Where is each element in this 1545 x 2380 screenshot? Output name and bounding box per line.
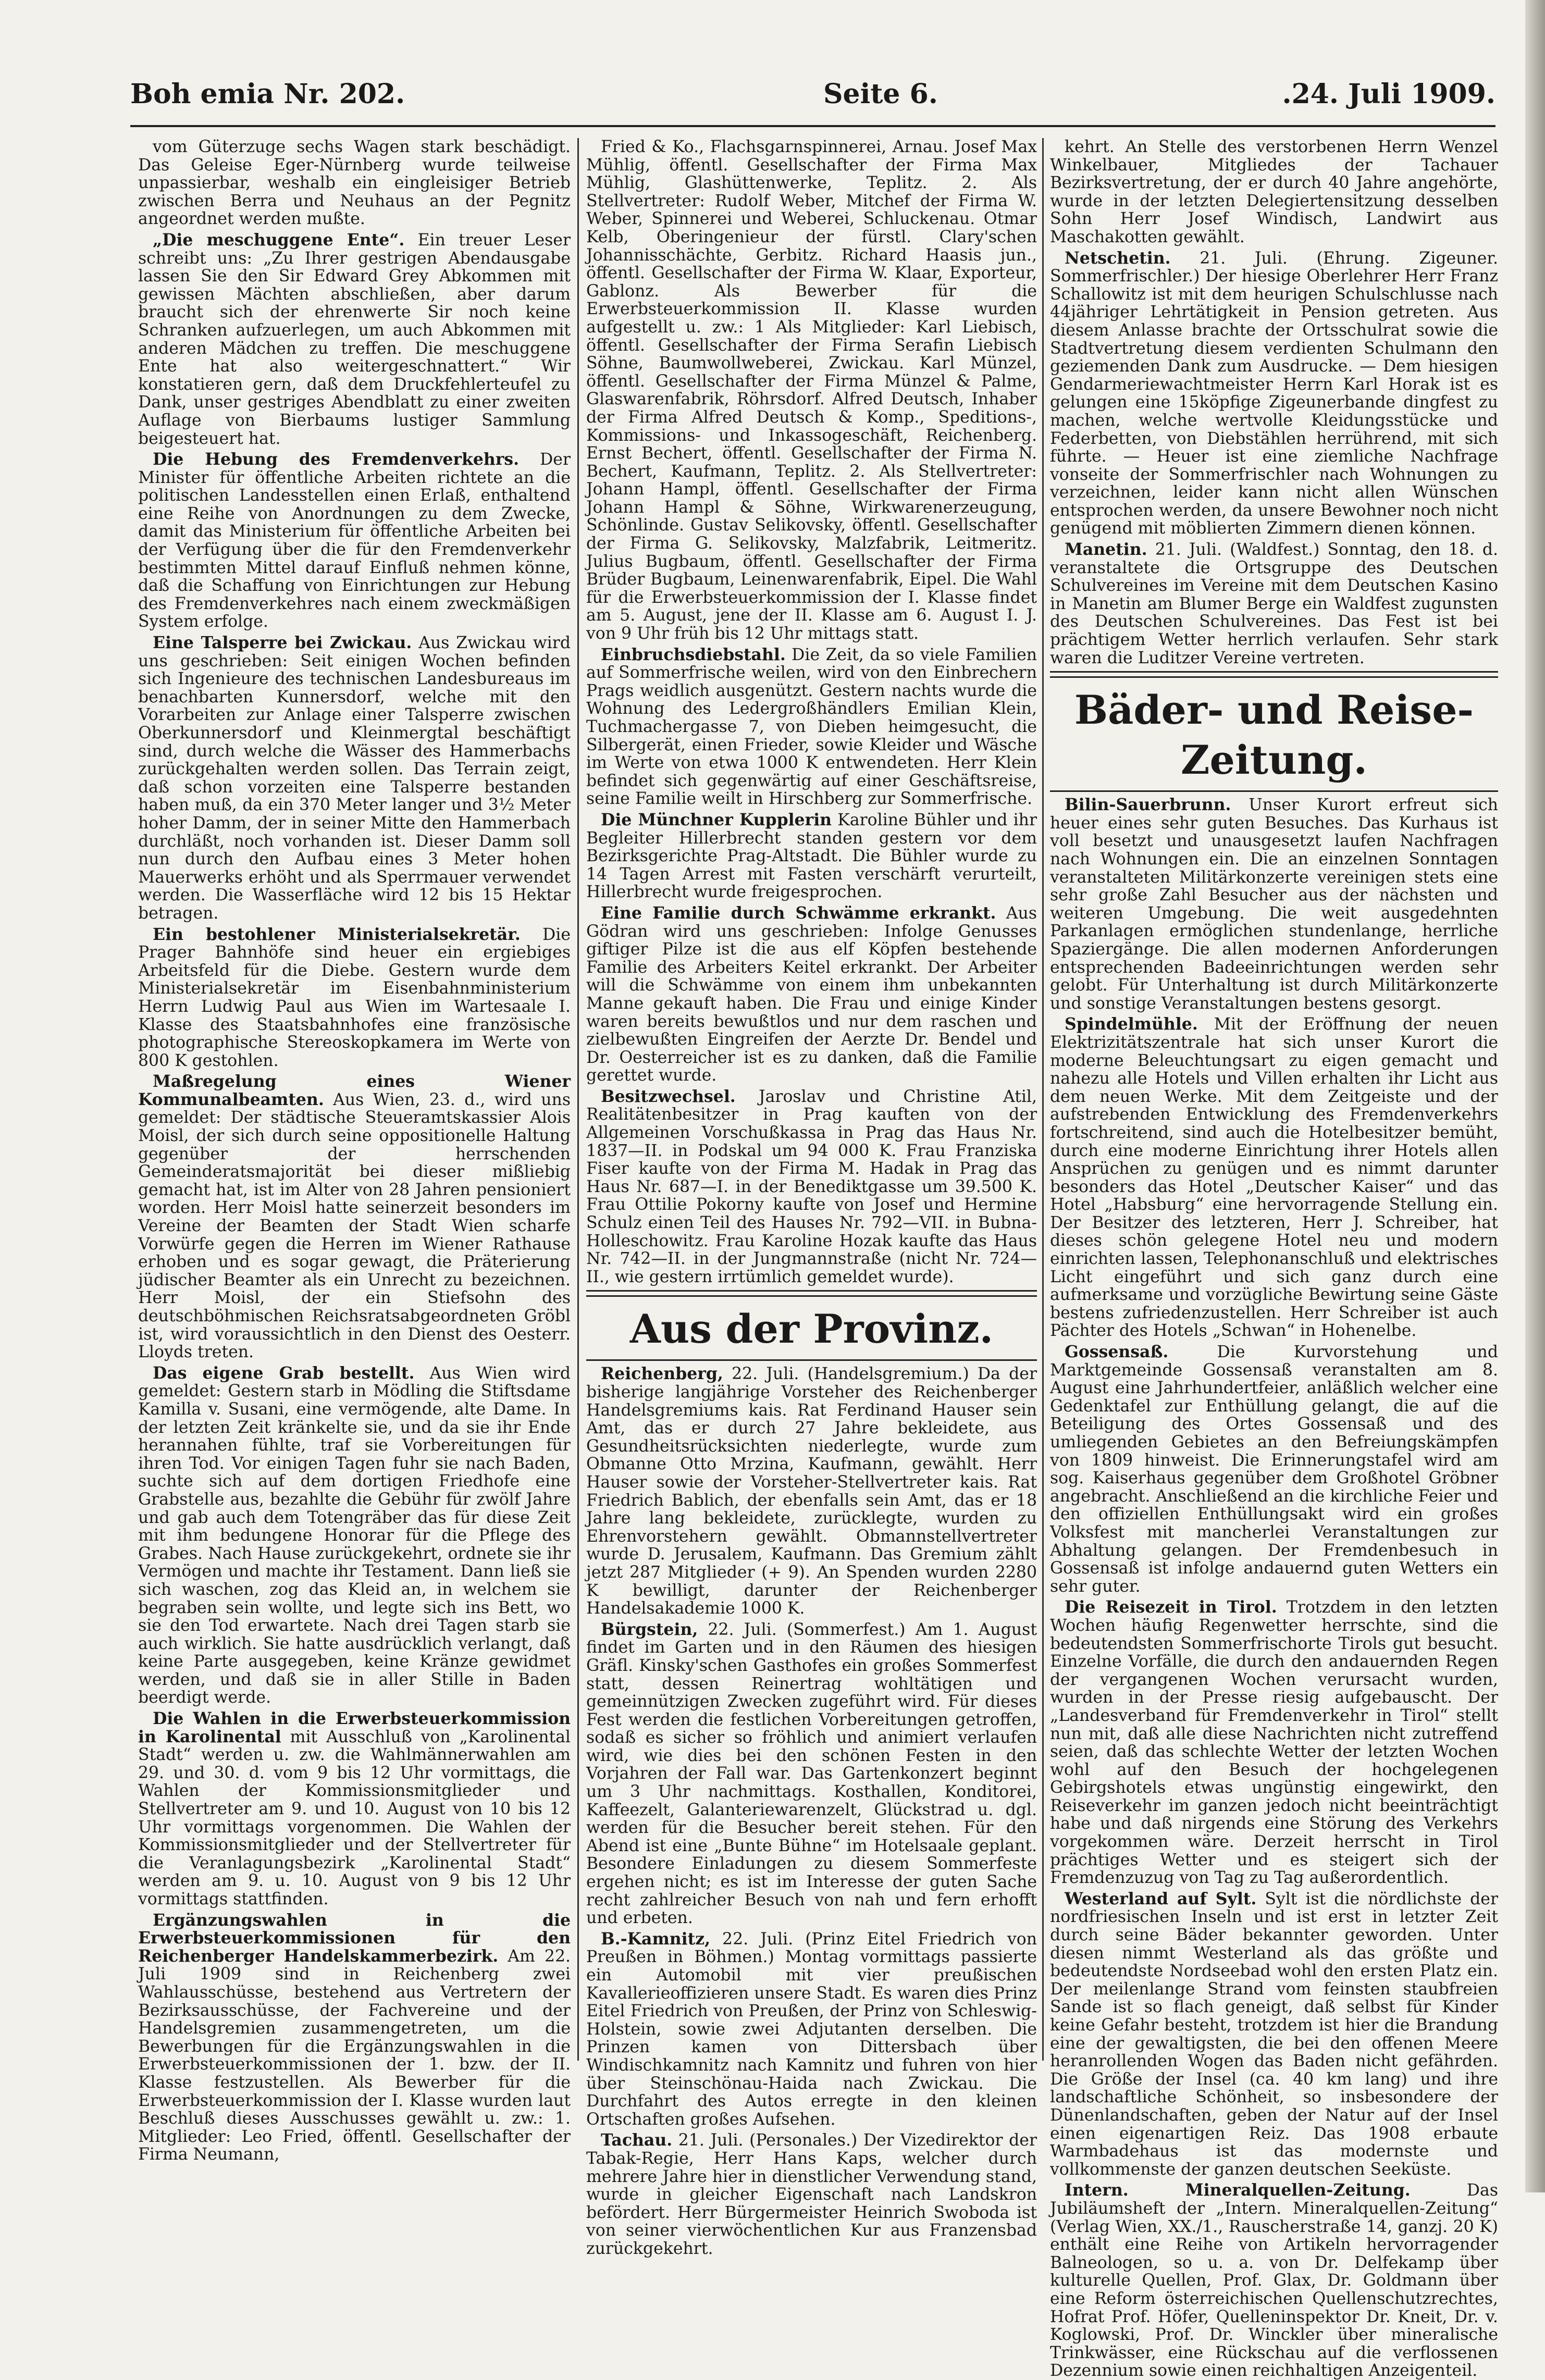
article-text: kehrt. An Stelle des verstorbenen Herrn Wenzel Winkelbauer, Mitgliedes der Tachauer Bezirksvertretung, der er durch 40 Jahre angehörte, wurde in der letzten Delegiertensitzung desselben Sohn Herr Josef Windisch, Landwirt aus Maschakotten gewählt. bbox=[1050, 138, 1498, 246]
column-1 bbox=[138, 138, 571, 2164]
article-text: Aus Wien wird gemeldet: Gestern starb in Mödling die Stiftsdame Kamilla v. Susani, eine vermögende, alte Dame. In der letzten Zeit kränkelte sie, und da sie ihr Ende herannahen fühlte, traf sie Vorbereitungen für ihren Tod. Vor einigen Tagen fuhr sie nach Baden, suchte sich auf dem dortigen Friedhofe eine Grabstelle aus, bezahlte die Gebühr für zwölf Jahre und gab auch dem Totengräber das für diese Zeit mit ihm bedungene Honorar für die Pflege des Grabes. Nach Hause zurückgekehrt, ordnete sie ihr Vermögen und machte ihr Testament. Dann ließ sie sich waschen, zog das Kleid an, in welchem sie begraben sein wollte, und legte sich ins Bett, wo sie den Tod erwartete. Nach drei Tagen starb sie auch wirklich. Sie hatte ausdrücklich verlangt, daß keine Parte ausgegeben, keine Kränze gewidmet werden, und daß sie in aller Stille in Baden beerdigt werde. bbox=[138, 1363, 571, 1707]
article-headline: Bürgstein, bbox=[601, 1619, 698, 1639]
page-edge-shadow bbox=[1525, 0, 1545, 2192]
article-paragraph bbox=[138, 926, 571, 1070]
column-2-province-articles bbox=[586, 1365, 1037, 2258]
article-headline: „Die meschuggene Ente“. bbox=[153, 230, 405, 250]
article-paragraph bbox=[138, 1073, 571, 1361]
article-text: Aus Gödran wird uns geschrieben: Infolge Genusses giftiger Pilze ist die aus elf Köpfen bestehende Familie des Arbeiters Keitel erkrankt. Der Arbeiter will die Schwämme von einem ihm unbekannten Manne gekauft haben. Die Frau und einige Kinder waren bereits bewußtlos und nur dem raschen und zielbewußten Eingreifen der Aerzte Dr. Bendel und Dr. Oesterreicher ist es zu danken, daß die Familie gerettet wurde. bbox=[586, 903, 1037, 1085]
article-paragraph bbox=[1050, 1598, 1498, 1887]
article-text: Fried & Ko., Flachsgarnspinnerei, Arnau. Josef Max Mühlig, öffentl. Gesellschafter der Firma Max Mühlig, Glashüttenwerke, Teplitz. 2. Als Stellvertreter: Rudolf Weber, Mitchef der Firma W. Weber, Spinnerei und Weberei, Schluckenau. Otmar Kelb, Oberingenieur der fürstl. Clary'schen Johannisschächte, Gerbitz. Richard Haasis jun., öffentl. Gesellschafter der Firma W. Klaar, Exporteur, Gablonz. Als Bewerber für die Erwerbsteuerkommission II. Klasse wurden aufgestellt u. zw.: 1 Als Mitglieder: Karl Liebisch, öffentl. Gesellschafter der Firma Serafin Liebisch Söhne, Baumwollweberei, Zwickau. Karl Münzel, öffentl. Gesellschafter der Firma Münzel & Palme, Glaswarenfabrik, Röhrsdorf. Alfred Deutsch, Inhaber der Firma Alfred Deutsch & Komp., Speditions-, Kommissions- und Inkassogeschäft, Reichenberg. Ernst Bechert, öffentl. Gesellschafter der Firma N. Bechert, Kaufmann, Teplitz. 2. Als Stellvertreter: Johann Hampl, öffentl. Gesellschafter der Firma Johann Hampl & Söhne, Wirkwarenerzeugung, Schönlinde. Gustav Selikovsky, öffentl. Gesellschafter der Firma G. Selikovsky, Malzfabrik, Leitmeritz. Julius Bugbaum, öffentl. Gesellschafter der Firma Brüder Bugbaum, Leinenwarenfabrik, Eipel. Die Wahl für die Erwerbsteuerkommission der I. Klasse findet am 5. August, jene der II. Klasse am 6. August I. J. von 9 Uhr früh bis 12 Uhr mittags statt. bbox=[586, 138, 1037, 643]
article-headline: Einbruchsdiebstahl. bbox=[601, 644, 786, 664]
article-paragraph bbox=[586, 811, 1037, 901]
article-paragraph bbox=[1050, 541, 1498, 667]
page-header bbox=[130, 78, 1495, 120]
article-headline: Die Reisezeit in Tirol. bbox=[1065, 1597, 1277, 1617]
article-paragraph bbox=[138, 138, 571, 228]
article-paragraph bbox=[586, 1365, 1037, 1617]
article-text: Ein treuer Leser schreibt uns: „Zu Ihrer gestrigen Abendausgabe lassen Sie den Sir Edward Grey Abkommen mit gewissen Mächten abschließen, aber darum braucht sich der ehrenwerte Sir noch keine Schranken aufzuerlegen, um auch Abkommen mit anderen Mädchen zu treffen. Die meschuggene Ente hat also weitergeschnattert.“ Wir konstatieren gern, daß dem Druckfehlerteufel zu Dank, unser gestriges Abendblatt zu einer zweiten Auflage von Bierbaums lustiger Sammlung beigesteuert hat. bbox=[138, 230, 571, 448]
article-text: Sylt ist die nördlichste der nordfriesischen Inseln und ist erst in letzter Zeit durch seine Bäder bekannter geworden. Unter diesen nimmt Westerland als das größte und bedeutendste Nordseebad wohl den ersten Platz ein. Der meilenlange Strand vom feinsten staubfreien Sande ist so flach geneigt, daß selbst für Kinder keine Gefahr besteht, trotzdem ist hier die Brandung eine der gewaltigsten, die bei den offenen Meere heranrollenden Wogen das Baden nicht gefährden. Die Größe der Insel (ca. 40 km lang) und ihre landschaftliche Schönheit, so insbesondere der Dünenlandschaften, geben der Natur auf der Insel einen eigenartigen Reiz. Das 1908 erbaute Warmbadehaus ist das modernste und vollkommenste der ganzen deutschen Seeküste. bbox=[1050, 1889, 1499, 2179]
article-text: Jaroslav und Christine Atil, Realitätenbesitzer in Prag kauften von der Allgemeinen Vorschußkassa in Prag das Haus Nr. 1837—II. in Podskal um 94 000 K. Frau Franziska Fiser kaufte von der Firma M. Hadak in Prag das Haus Nr. 687—I. in der Benediktgasse um 39.500 K. Frau Ottilie Pokorny kaufte von Josef und Hermine Schulz einen Teil des Hauses Nr. 792—VII. in Bubna-Holleschowitz. Frau Karoline Hozak kaufte das Haus Nr. 742—II. in der Jungmannstraße (nicht Nr. 724—II., wie gestern irrtümlich gemeldet wurde). bbox=[586, 1087, 1037, 1286]
article-text: 22. Juli. (Sommerfest.) Am 1. August findet im Garten und in den Räumen des hiesigen Gräfl. Kinsky'schen Gasthofes ein großes Sommerfest statt, dessen Reinertrag wohltätigen und gemeinnützigen Zwecken zugeführt wird. Für dieses Fest werden die festlichen Vorbereitungen getroffen, sodaß es sicher so fröhlich und animiert verlaufen wird, wie dies bei den schönen Festen in den Vorjahren der Fall war. Das Gartenkonzert beginnt um 3 Uhr nachmittags. Kosthallen, Konditorei, Kaffeezelt, Galanteriewarenzelt, Glückstrad u. dgl. werden für die Besucher bereit stehen. Für den Abend ist eine „Bunte Bühne“ im Hotelsaale geplant. Besondere Einladungen zu diesem Sommerfeste ergehen nicht; es ist im Interesse der guten Sache recht zahlreicher Besuch von nah und fern erhofft und erbeten. bbox=[586, 1620, 1037, 1928]
article-paragraph bbox=[138, 1912, 571, 2164]
article-headline: B.-Kamnitz, bbox=[601, 1929, 711, 1949]
article-text: 21. Juli. (Personales.) Der Vizedirektor der Tabak-Regie, Herr Hans Kaps, welcher durch mehrere Jahre hier in dienstlicher Verwendung stand, wurde in gleicher Eigenschaft nach Landskron befördert. Herr Bürgermeister Heinrich Swoboda ist von seiner vierwöchentlichen Kur aus Franzensbad zurückgekehrt. bbox=[586, 2131, 1037, 2258]
article-paragraph bbox=[138, 1365, 571, 1707]
article-headline: Netschetin. bbox=[1065, 248, 1171, 268]
section-rule bbox=[1050, 671, 1498, 678]
header-date: .24. Juli 1909. bbox=[1282, 78, 1495, 110]
article-paragraph bbox=[138, 231, 571, 448]
article-headline: Westerland auf Sylt. bbox=[1065, 1889, 1257, 1908]
section-title-provinz: Aus der Provinz. bbox=[629, 1306, 994, 1353]
article-paragraph bbox=[586, 138, 1037, 643]
article-text: Aus Zwickau wird uns geschrieben: Seit einigen Wochen befinden sich Ingenieure des technischen Landesbureaus im benachbarten Kunnersdorf, welche mit den Vorarbeiten zur Anlage einer Talsperre zwischen Oberkunnersdorf und Kleinmergtal beschäftigt sind, durch welche die Wässer des Hammerbachs zurückgehalten werden sollen. Das Terrain zeigt, daß schon vorzeiten eine Talsperre bestanden haben muß, da ein 370 Meter langer und 3½ Meter hoher Damm, der in seiner Mitte den Hammerbach durchläßt, noch vorhanden ist. Dieser Damm soll nun durch den Aufbau eines 3 Meter hohen Mauerwerks erhöht und als Sperrmauer verwendet werden. Die Wasserfläche wird 12 bis 15 Hektar betragen. bbox=[138, 634, 571, 923]
article-text: 22. Juli. (Prinz Eitel Friedrich von Preußen in Böhmen.) Montag vormittags passierte ein Automobil mit vier preußischen Kavallerieoffizieren unsere Stadt. Es waren dies Prinz Eitel Friedrich von Preußen, der Prinz von Schleswig-Holstein, sowie zwei Adjutanten derselben. Die Prinzen kamen von Dittersbach über Windischkamnitz nach Kamnitz und fuhren von hier über Steinschönau-Haida nach Zwickau. Die Durchfahrt des Autos erregte in den kleinen Ortschaften großes Aufsehen. bbox=[586, 1929, 1037, 2129]
article-paragraph bbox=[138, 451, 571, 631]
header-rule bbox=[130, 125, 1495, 127]
article-headline: Tachau. bbox=[601, 2130, 673, 2150]
column-divider-1 bbox=[577, 138, 579, 2061]
article-headline: Ein bestohlener Ministerialsekretär. bbox=[153, 924, 521, 944]
article-headline: Spindelmühle. bbox=[1065, 1014, 1198, 1034]
article-headline: Maßregelung eines Wiener Kommunalbeamten. bbox=[138, 1072, 571, 1109]
article-text: Karoline Bühler und ihr Begleiter Hillerbrecht standen gestern vor dem Bezirksgerichte Prag-Altstadt. Die Bühler wurde zu 14 Tagen Arrest mit Fasten verschärft verurteilt, Hillerbrecht wurde freigesprochen. bbox=[586, 810, 1037, 902]
article-paragraph bbox=[1050, 2181, 1498, 2380]
article-headline: Die Münchner Kupplerin bbox=[601, 810, 832, 829]
article-headline: Ergänzungswahlen in die Erwerbsteuerkommissionen für den Reichenberger Handelskammerbezirk. bbox=[138, 1910, 571, 1966]
article-paragraph bbox=[1050, 1890, 1498, 2179]
article-headline: Reichenberg, bbox=[601, 1364, 723, 1384]
column-3-travel-articles bbox=[1050, 796, 1498, 2380]
article-paragraph bbox=[138, 634, 571, 923]
column-2-articles bbox=[586, 138, 1037, 1286]
article-text: Trotzdem in den letzten Wochen häufig Regenwetter herrschte, sind die bedeutendsten Sommerfrischorte Tirols gut besucht. Einzelne Vorfälle, die durch den andauernden Regen der vergangenen Wochen verursacht wurden, wurden in der Presse riesig aufgebauscht. Der „Landesverband für Fremdenverkehr in Tirol“ stellt nun mit, daß alle diese Nachrichten nicht zutreffend seien, daß das schlechte Wetter der letzten Wochen wohl auf den Besuch der hochgelegenen Gebirgshotels etwas ungünstig eingewirkt, den Reiseverkehr im ganzen jedoch nicht beeinträchtigt habe und daß nirgends eine Störung des Verkehrs vorgekommen wäre. Derzeit herrscht in Tirol prächtiges Wetter und es steigert sich der Fremdenzuzug von Tag zu Tag außerordentlich. bbox=[1050, 1598, 1499, 1888]
article-headline: Gossensaß. bbox=[1065, 1342, 1169, 1362]
article-text: Das Jubiläumsheft der „Intern. Mineralquellen-Zeitung“ (Verlag Wien, XX./1., Rauscherstraße 14, ganzj. 20 K) enthält eine Reihe von Artikeln hervorragender Balneologen, so u. a. von Dr. Delfekamp über kulturelle Quellen, Prof. Glax, Dr. Goldmann über eine Reform österreichischen Quellenschutzrechtes, Hofrat Prof. Höfer, Quelleninspektor Dr. Kneit, Dr. v. Koglowski, Prof. Dr. Winckler über mineralische Trinkwässer, eine Rückschau auf die verflossenen Dezennium sowie einen reichhaltigen Anzeigenteil. bbox=[1050, 2181, 1498, 2380]
column-3-articles bbox=[1050, 138, 1498, 667]
article-paragraph bbox=[586, 1621, 1037, 1927]
article-paragraph bbox=[586, 646, 1037, 808]
article-headline: Bilin-Sauerbrunn. bbox=[1065, 795, 1231, 815]
article-text: Die Zeit, da so viele Familien auf Sommerfrische weilen, wird von den Einbrechern Prags weidlich ausgenützt. Gestern nachts wurde die Wohnung des Ledergroßhändlers Emilian Klein, Tuchmachergasse 7, von Dieben heimgesucht, die Silbergerät, einen Frieder, sowie Kleider und Wäsche im Werte von etwa 1000 K entwendeten. Herr Klein befindet sich gegenwärtig auf einer Geschäftsreise, seine Familie weilt in Hirschberg zur Sommerfrische. bbox=[586, 645, 1037, 809]
article-paragraph bbox=[586, 1930, 1037, 2129]
section-rule bbox=[586, 1359, 1037, 1361]
article-text: 22. Juli. (Handelsgremium.) Da der bisherige langjährige Vorsteher des Reichenberger Handelsgremiums kais. Rat Ferdinand Hauser sein Amt, das er durch 27 Jahre bekleidete, aus Gesundheitsrücksichten niederlegte, wurde zum Obmanne Otto Mrzina, Kaufmann, gewählt. Herr Hauser sowie der Vorsteher-Stellvertreter kais. Rat Friedrich Bablich, der ebenfalls sein Amt, das er 18 Jahre lang bekleidete, zurücklegte, wurden zu Ehrenvorstehern gewählt. Obmannstellvertreter wurde D. Jerusalem, Kaufmann. Das Gremium zählt jetzt 287 Mitglieder (+ 9). An Spenden wurden 2280 K bewilligt, darunter der Reichenberger Handelsakademie 1000 K. bbox=[586, 1365, 1037, 1618]
article-text: Der Minister für öffentliche Arbeiten richtete an die politischen Landesstellen einen Erlaß, enthaltend eine Reihe von Anordnungen zu dem Zwecke, damit das Ministerium für öffentliche Arbeiten bei der Verfügung über die für den Fremdenverkehr bestimmten Mittel darauf Einfluß nehmen könne, daß die Schaffung von Einrichtungen zur Hebung des Fremdenverkehres nach einem zweckmäßigen System erfolge. bbox=[138, 450, 571, 631]
article-text: Unser Kurort erfreut sich heuer eines sehr guten Besuches. Das Kurhaus ist voll besetzt und unausgesetzt laufen Nachfragen nach Wohnungen ein. Die an einzelnen Sonntagen veranstalteten Militärkonzerte vereinigen stets eine sehr große Zahl Besucher aus der nächsten und weiteren Umgebung. Die weit ausgedehnten Parkanlagen ermöglichen stundenlange, herrliche Spaziergänge. Die allen modernen Anforderungen entsprechenden Badeeinrichtungen werden sehr gelobt. Für Unterhaltung ist durch Militärkonzerte und sonstige Veranstaltungen bestens gesorgt. bbox=[1050, 796, 1499, 1013]
article-headline: Manetin. bbox=[1065, 540, 1147, 560]
article-paragraph bbox=[1050, 138, 1498, 246]
article-paragraph bbox=[586, 2131, 1037, 2258]
article-text: Die Kurvorstehung und Marktgemeinde Gossensaß veranstalten am 8. August eine Jahrhundertfeier, anläßlich welcher eine Gedenktafel zur Enthüllung gelangt, die auf die Beteiligung des Ortes Gossensaß und des umliegenden Gebietes an den Befreiungskämpfen von 1809 hinweist. Die Erinnerungstafel wird am sog. Kaiserhaus gegenüber dem Großhotel Gröbner angebracht. Anschließend an die kirchliche Feier und den offiziellen Enthüllungsakt wird ein großes Volksfest mit mancherlei Veranstaltungen zur Abhaltung gelangen. Der Fremdenbesuch in Gossensaß ist infolge andauernd guten Wetters ein sehr guter. bbox=[1050, 1343, 1498, 1596]
article-paragraph bbox=[1050, 1343, 1498, 1595]
article-paragraph bbox=[138, 1710, 571, 1908]
article-paragraph bbox=[1050, 796, 1498, 1012]
article-headline: Besitzwechsel. bbox=[601, 1086, 736, 1106]
article-headline: Die Hebung des Fremdenverkehrs. bbox=[153, 450, 520, 469]
column-2 bbox=[586, 138, 1037, 2258]
article-paragraph bbox=[1050, 250, 1498, 538]
article-paragraph bbox=[1050, 1015, 1498, 1340]
article-paragraph bbox=[586, 1088, 1037, 1286]
column-1-articles bbox=[138, 138, 571, 2164]
article-text: Am 22. Juli 1909 sind in Reichenberg zwei Wahlausschüsse, bestehend aus Vertretern der Bezirksausschüsse, der Fachvereine und der Handelsgremien zusammengetreten, um die Bewerbungen für die Ergänzungswahlen in die Erwerbsteuerkommissionen der 1. bzw. der II. Klasse festzustellen. Als Bewerber für die Erwerbsteuerkommission der I. Klasse wurden laut Beschluß dieses Ausschusses gewählt u. zw.: 1. Mitglieder: Leo Fried, öffentl. Gesellschafter der Firma Neumann, bbox=[138, 1947, 571, 2164]
article-text: Die Prager Bahnhöfe sind heuer ein ergiebiges Arbeitsfeld für die Diebe. Gestern wurde dem Ministerialsekretär im Eisenbahnministerium Herrn Ludwig Paul aus Wien im Wartesaale I. Klasse des Staatsbahnhofes eine französische photographische Stereoskopkamera im Werte von 800 K gestohlen. bbox=[138, 925, 571, 1070]
column-3 bbox=[1050, 138, 1499, 2380]
section-rule bbox=[1050, 790, 1498, 792]
article-headline: Die Wahlen in die Erwerbsteuerkommission in Karolinental bbox=[138, 1709, 571, 1746]
article-text: Aus Wien, 23. d., wird uns gemeldet: Der städtische Steueramtskassier Alois Moisl, der sich durch seine oppositionelle Haltung gegenüber der herrschenden Gemeinderatsmajorität bei dieser mißliebig gemacht hat, ist im Alter von 28 Jahren pensioniert worden. Herr Moisl hatte seinerzeit besonders im Vereine der Beamten der Stadt Wien scharfe Vorwürfe gegen die Herren im Wiener Rathause erhoben und es sogar gewagt, die Präterierung jüdischer Beamter als ein Unrecht zu bezeichnen. Herr Moisl, der ein Stiefsohn des deutschböhmischen Reichsratsabgeordneten Gröbl ist, wird voraussichtlich in den Dienst des Oesterr. Lloyds treten. bbox=[138, 1090, 571, 1362]
article-text: vom Güterzuge sechs Wagen stark beschädigt. Das Geleise Eger-Nürnberg wurde teilweise unpassierbar, weshalb ein eingleisiger Betrieb zwischen Berra und Neuhaus an der Pegnitz angeordnet werden mußte. bbox=[138, 138, 571, 229]
article-text: 21. Juli. (Ehrung. Zigeuner. Sommerfrischler.) Der hiesige Oberlehrer Herr Franz Schallowitz ist mit dem heurigen Schulschlusse nach 44jähriger Lehrtätigkeit in Pension getreten. Aus diesem Anlasse brachte der Ortsschulrat sowie die Stadtvertretung diesem verdienten Schulmann den geziemenden Dank zum Ausdrucke. — Dem hiesigen Gendarmeriewachtmeister Herrn Karl Horak ist es gelungen eine 15köpfige Zigeunerbande dingfest zu machen, welche wertvolle Kleidungsstücke und Federbetten, von Diebstählen herrührend, mit sich führte. — Heuer ist eine ziemliche Nachfrage vonseite der Sommerfrischler nach Wohnungen zu verzeichnen, leider kann nicht allen Wünschen entsprochen werden, da unsere Bewohner noch nicht genügend mit möblierten Zimmern dienen können. bbox=[1050, 249, 1499, 538]
article-paragraph bbox=[586, 904, 1037, 1085]
article-headline: Eine Talsperre bei Zwickau. bbox=[153, 633, 412, 653]
article-text: mit Ausschluß von „Karolinental Stadt“ werden u. zw. die Wahlmännerwahlen am 29. und 30. d. vom 9 bis 12 Uhr vormittags, die Wahlen der Kommissionsmitglieder und Stellvertreter am 9. und 10. August von 10 bis 12 Uhr vormittags vorgenommen. Die Wahlen der Kommissionsmitglieder und der Stellvertreter für die Veranlagungsbezirk „Karolinental Stadt“ werden am 9. u. 10. August von 9 bis 12 Uhr vormittags stattfinden. bbox=[138, 1727, 571, 1908]
section-title-baeder: Bäder- und Reise-Zeitung. bbox=[1074, 687, 1474, 784]
header-issue: Boh emia Nr. 202. bbox=[130, 78, 405, 110]
article-text: Mit der Eröffnung der neuen Elektrizitätszentrale hat sich unser Kurort die moderne Beleuchtungsart zu eigen gemacht und nahezu alle Hotels und Villen erhalten ihr Licht aus dem neuen Werke. Mit dem Zeitgeiste und der aufstrebenden Entwicklung des Fremdenverkehrs fortschreitend, sind auch die Hotelbesitzer bemüht, durch eine moderne Einrichtung ihrer Hotels allen Ansprüchen zu genügen und es nimmt darunter besonders das Hotel „Deutscher Kaiser“ und das Hotel „Habsburg“ eine hervorragende Stellung ein. Der Besitzer des letzteren, Herr J. Schreiber, hat dieses schön gelegene Hotel neu und modern einrichten lassen, Telephonanschluß und elektrisches Licht eingeführt und sich ganz durch eine aufmerksame und vorzügliche Bewirtung seine Gäste bestens zufriedenzustellen. Herr Schreiber ist auch Pächter des Hotels „Schwan“ in Hohenelbe. bbox=[1050, 1015, 1498, 1341]
article-headline: Intern. Mineralquellen-Zeitung. bbox=[1065, 2180, 1411, 2200]
article-headline: Eine Familie durch Schwämme erkrankt. bbox=[601, 903, 996, 923]
article-text: 21. Juli. (Waldfest.) Sonntag, den 18. d. veranstaltete die Ortsgruppe des Deutschen Schulvereines im Vereine mit dem Deutschen Kasino in Manetin am Blumer Berge ein Waldfest zugunsten des Deutschen Schulvereines. Das Fest ist bei prächtigem Wetter herrlich verlaufen. Sehr stark waren die Luditzer Vereine vertreten. bbox=[1050, 540, 1498, 667]
section-rule bbox=[586, 1290, 1037, 1297]
header-page-number: Seite 6. bbox=[823, 78, 938, 110]
article-headline: Das eigene Grab bestellt. bbox=[153, 1363, 415, 1383]
column-divider-2 bbox=[1042, 138, 1044, 2061]
